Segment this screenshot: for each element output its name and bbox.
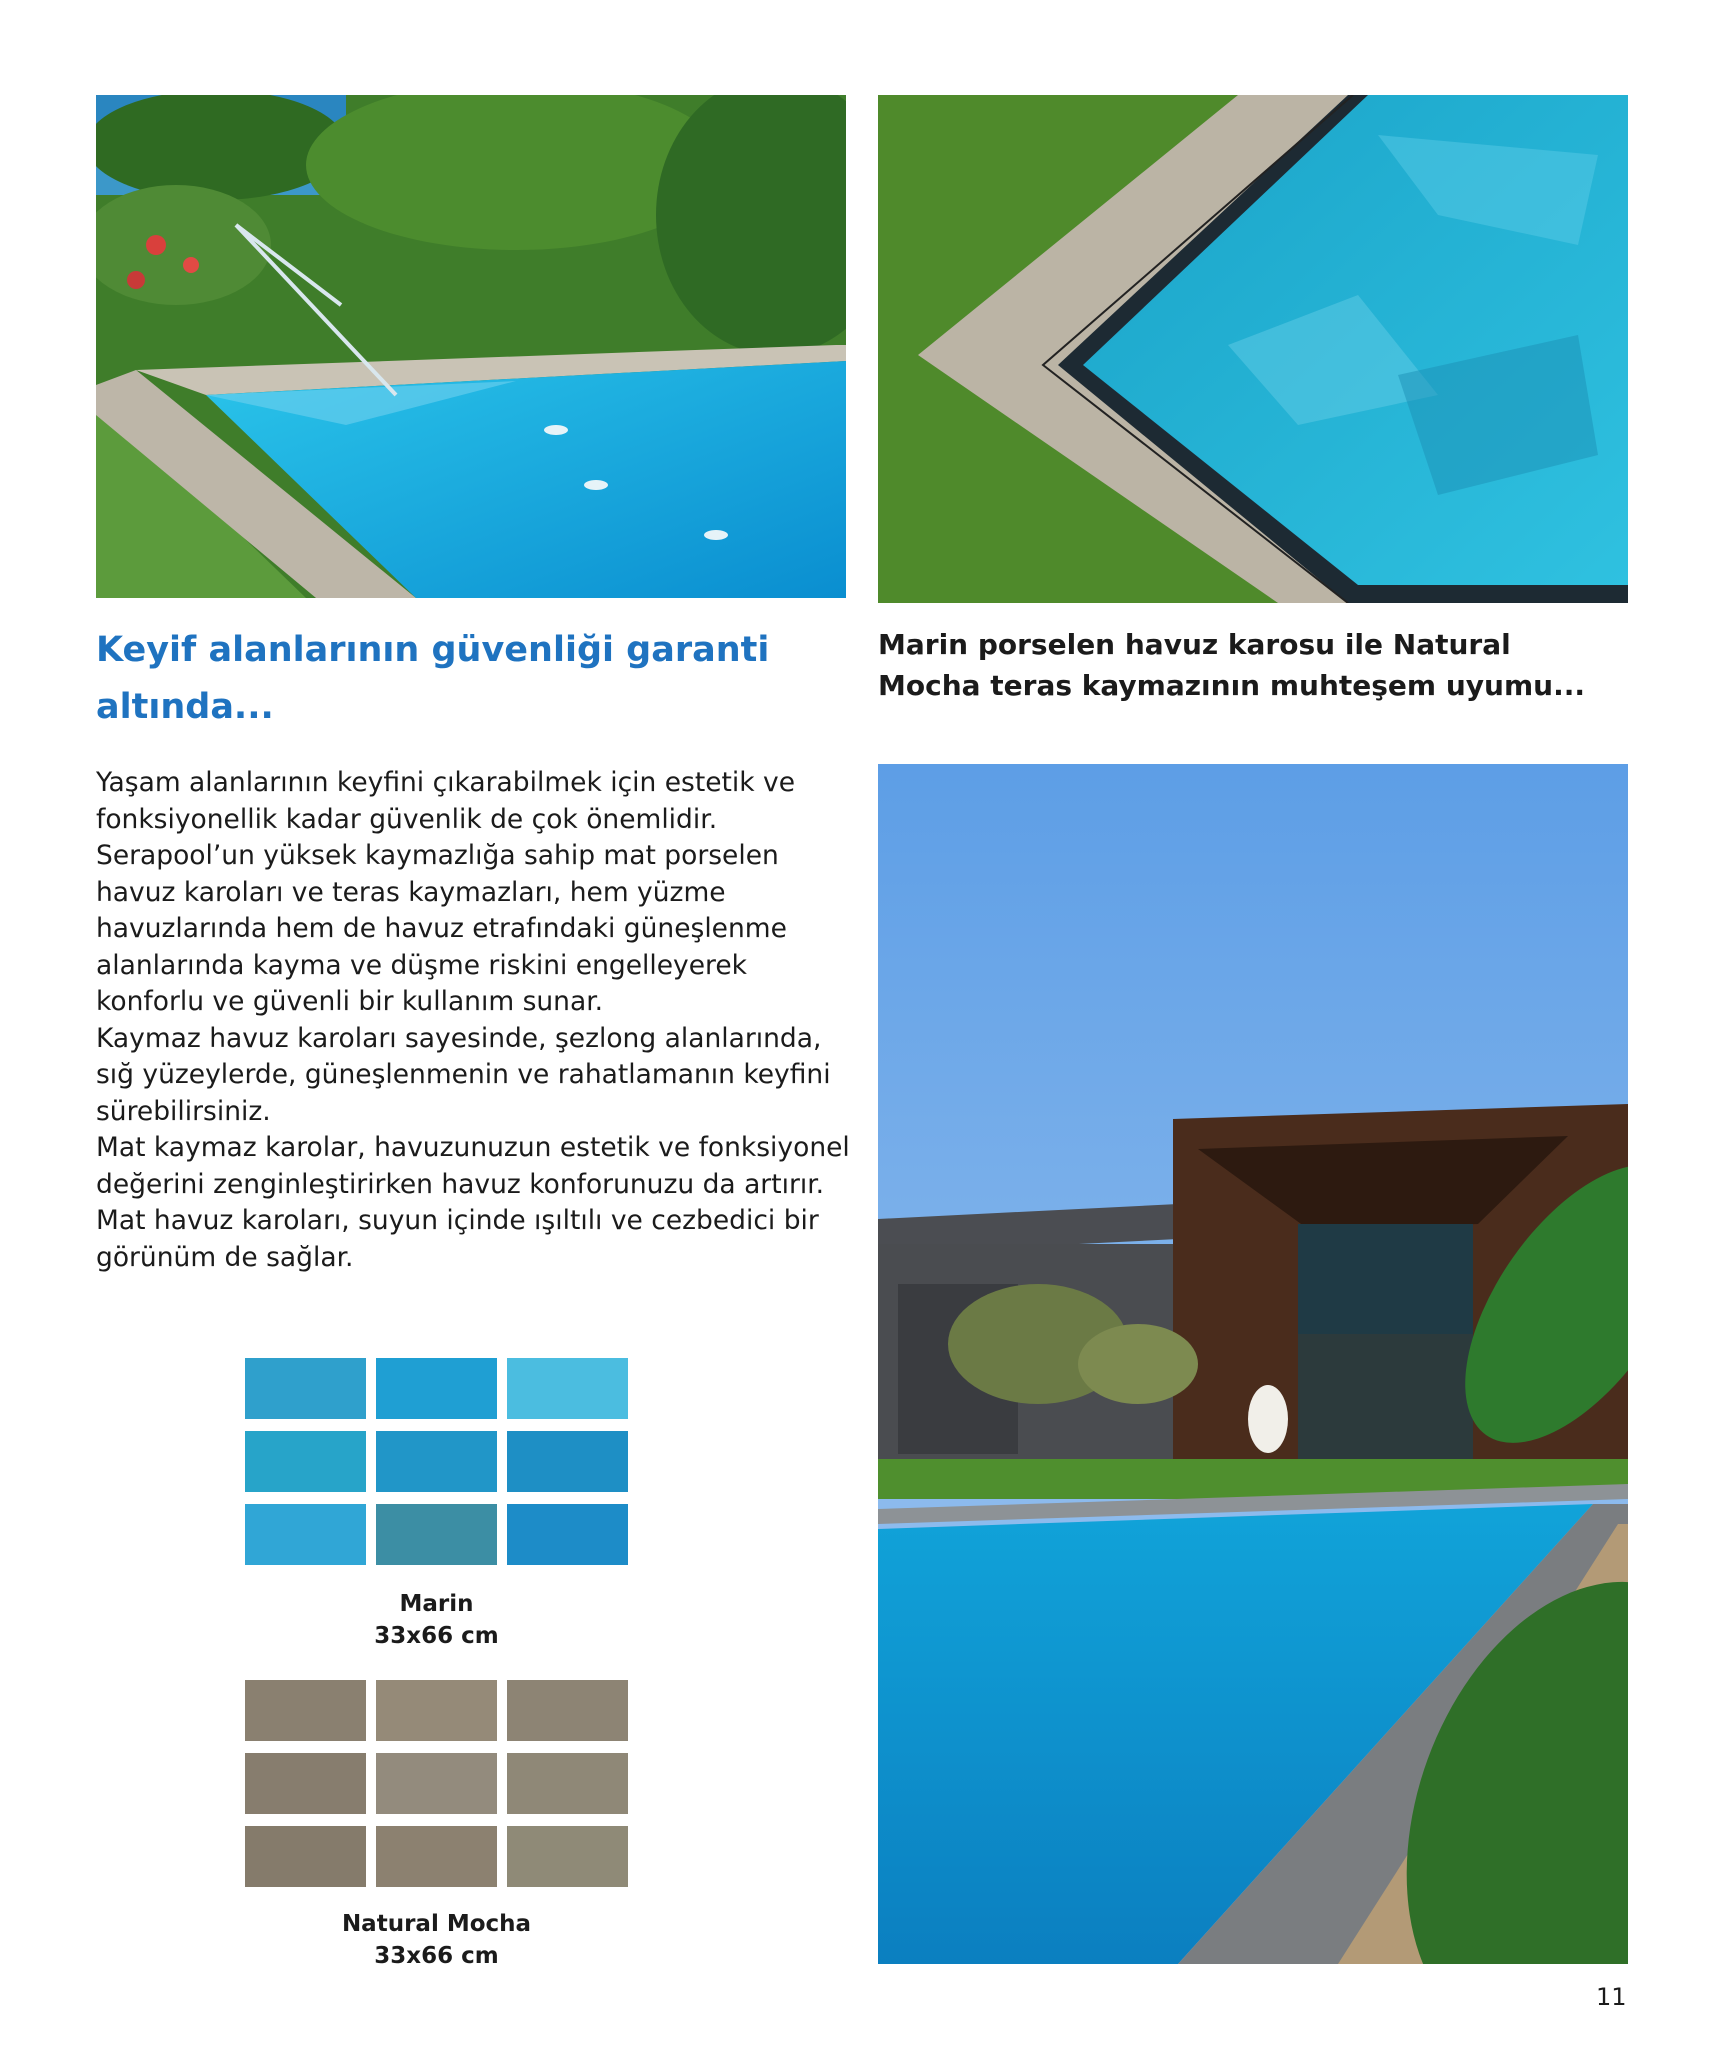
- swatch-tile: [507, 1826, 628, 1887]
- aerial-pool-photo: [878, 95, 1628, 603]
- section-heading: Keyif alanlarının güvenliği garanti altında...: [96, 630, 770, 727]
- swatch-tile: [245, 1826, 366, 1887]
- pool-stairs-photo: [96, 95, 846, 598]
- swatch-name: Natural Mocha: [341, 1911, 532, 1937]
- swatch-tile: [245, 1680, 366, 1741]
- swatch-size: 33x66 cm: [374, 1623, 499, 1649]
- swatch-tile: [245, 1753, 366, 1814]
- swatch-tile: [376, 1358, 497, 1419]
- swatch-tile: [507, 1753, 628, 1814]
- swatch-tile: [245, 1431, 366, 1492]
- natural-mocha-swatch-label: [245, 1908, 628, 1972]
- marin-swatch-label: [245, 1588, 628, 1652]
- swatch-tile: [507, 1431, 628, 1492]
- marin-tile-swatch: [245, 1358, 628, 1577]
- natural-mocha-tile-swatch: [245, 1680, 628, 1899]
- swatch-tile: [507, 1358, 628, 1419]
- swatch-tile: [507, 1680, 628, 1741]
- villa-pool-photo: [878, 764, 1628, 1964]
- page-number: 11: [1596, 1983, 1627, 2011]
- swatch-name: Marin: [399, 1591, 474, 1617]
- paragraph: Mat havuz karoları, suyun içinde ışıltılı ve cezbedici bir görünüm de sağlar.: [96, 1205, 819, 1273]
- swatch-tile: [507, 1504, 628, 1565]
- swatch-tile: [376, 1504, 497, 1565]
- swatch-tile: [376, 1680, 497, 1741]
- swatch-tile: [376, 1431, 497, 1492]
- swatch-tile: [376, 1826, 497, 1887]
- body-text: [96, 765, 856, 1276]
- swatch-tile: [245, 1504, 366, 1565]
- swatch-size: 33x66 cm: [374, 1943, 499, 1969]
- paragraph: Kaymaz havuz karoları sayesinde, şezlong alanlarında, sığ yüzeylerde, güneşlenmenin ve rahatlamanın keyfini sürebilirsiniz.: [96, 1022, 831, 1127]
- paragraph: Mat kaymaz karolar, havuzunuzun estetik ve fonksiyonel değerini zenginleştirirken havuz konforunuzu da artırır.: [96, 1132, 850, 1200]
- swatch-tile: [376, 1753, 497, 1814]
- swatch-tile: [245, 1358, 366, 1419]
- paragraph: Yaşam alanlarının keyfini çıkarabilmek için estetik ve fonksiyonellik kadar güvenlik de çok önemlidir. Serapool’un yüksek kaymazlığa sahip mat porselen havuz karoları ve teras kaymazları, hem yüzme havuzlarında hem de havuz etrafındaki güneşlenme alanlarında kayma ve düşme riskini engelleyerek konforlu ve güvenli bir kullanım sunar.: [96, 767, 796, 1017]
- photo-caption: Marin porselen havuz karosu ile Natural Mocha teras kaymazının muhteşem uyumu...: [878, 628, 1585, 702]
